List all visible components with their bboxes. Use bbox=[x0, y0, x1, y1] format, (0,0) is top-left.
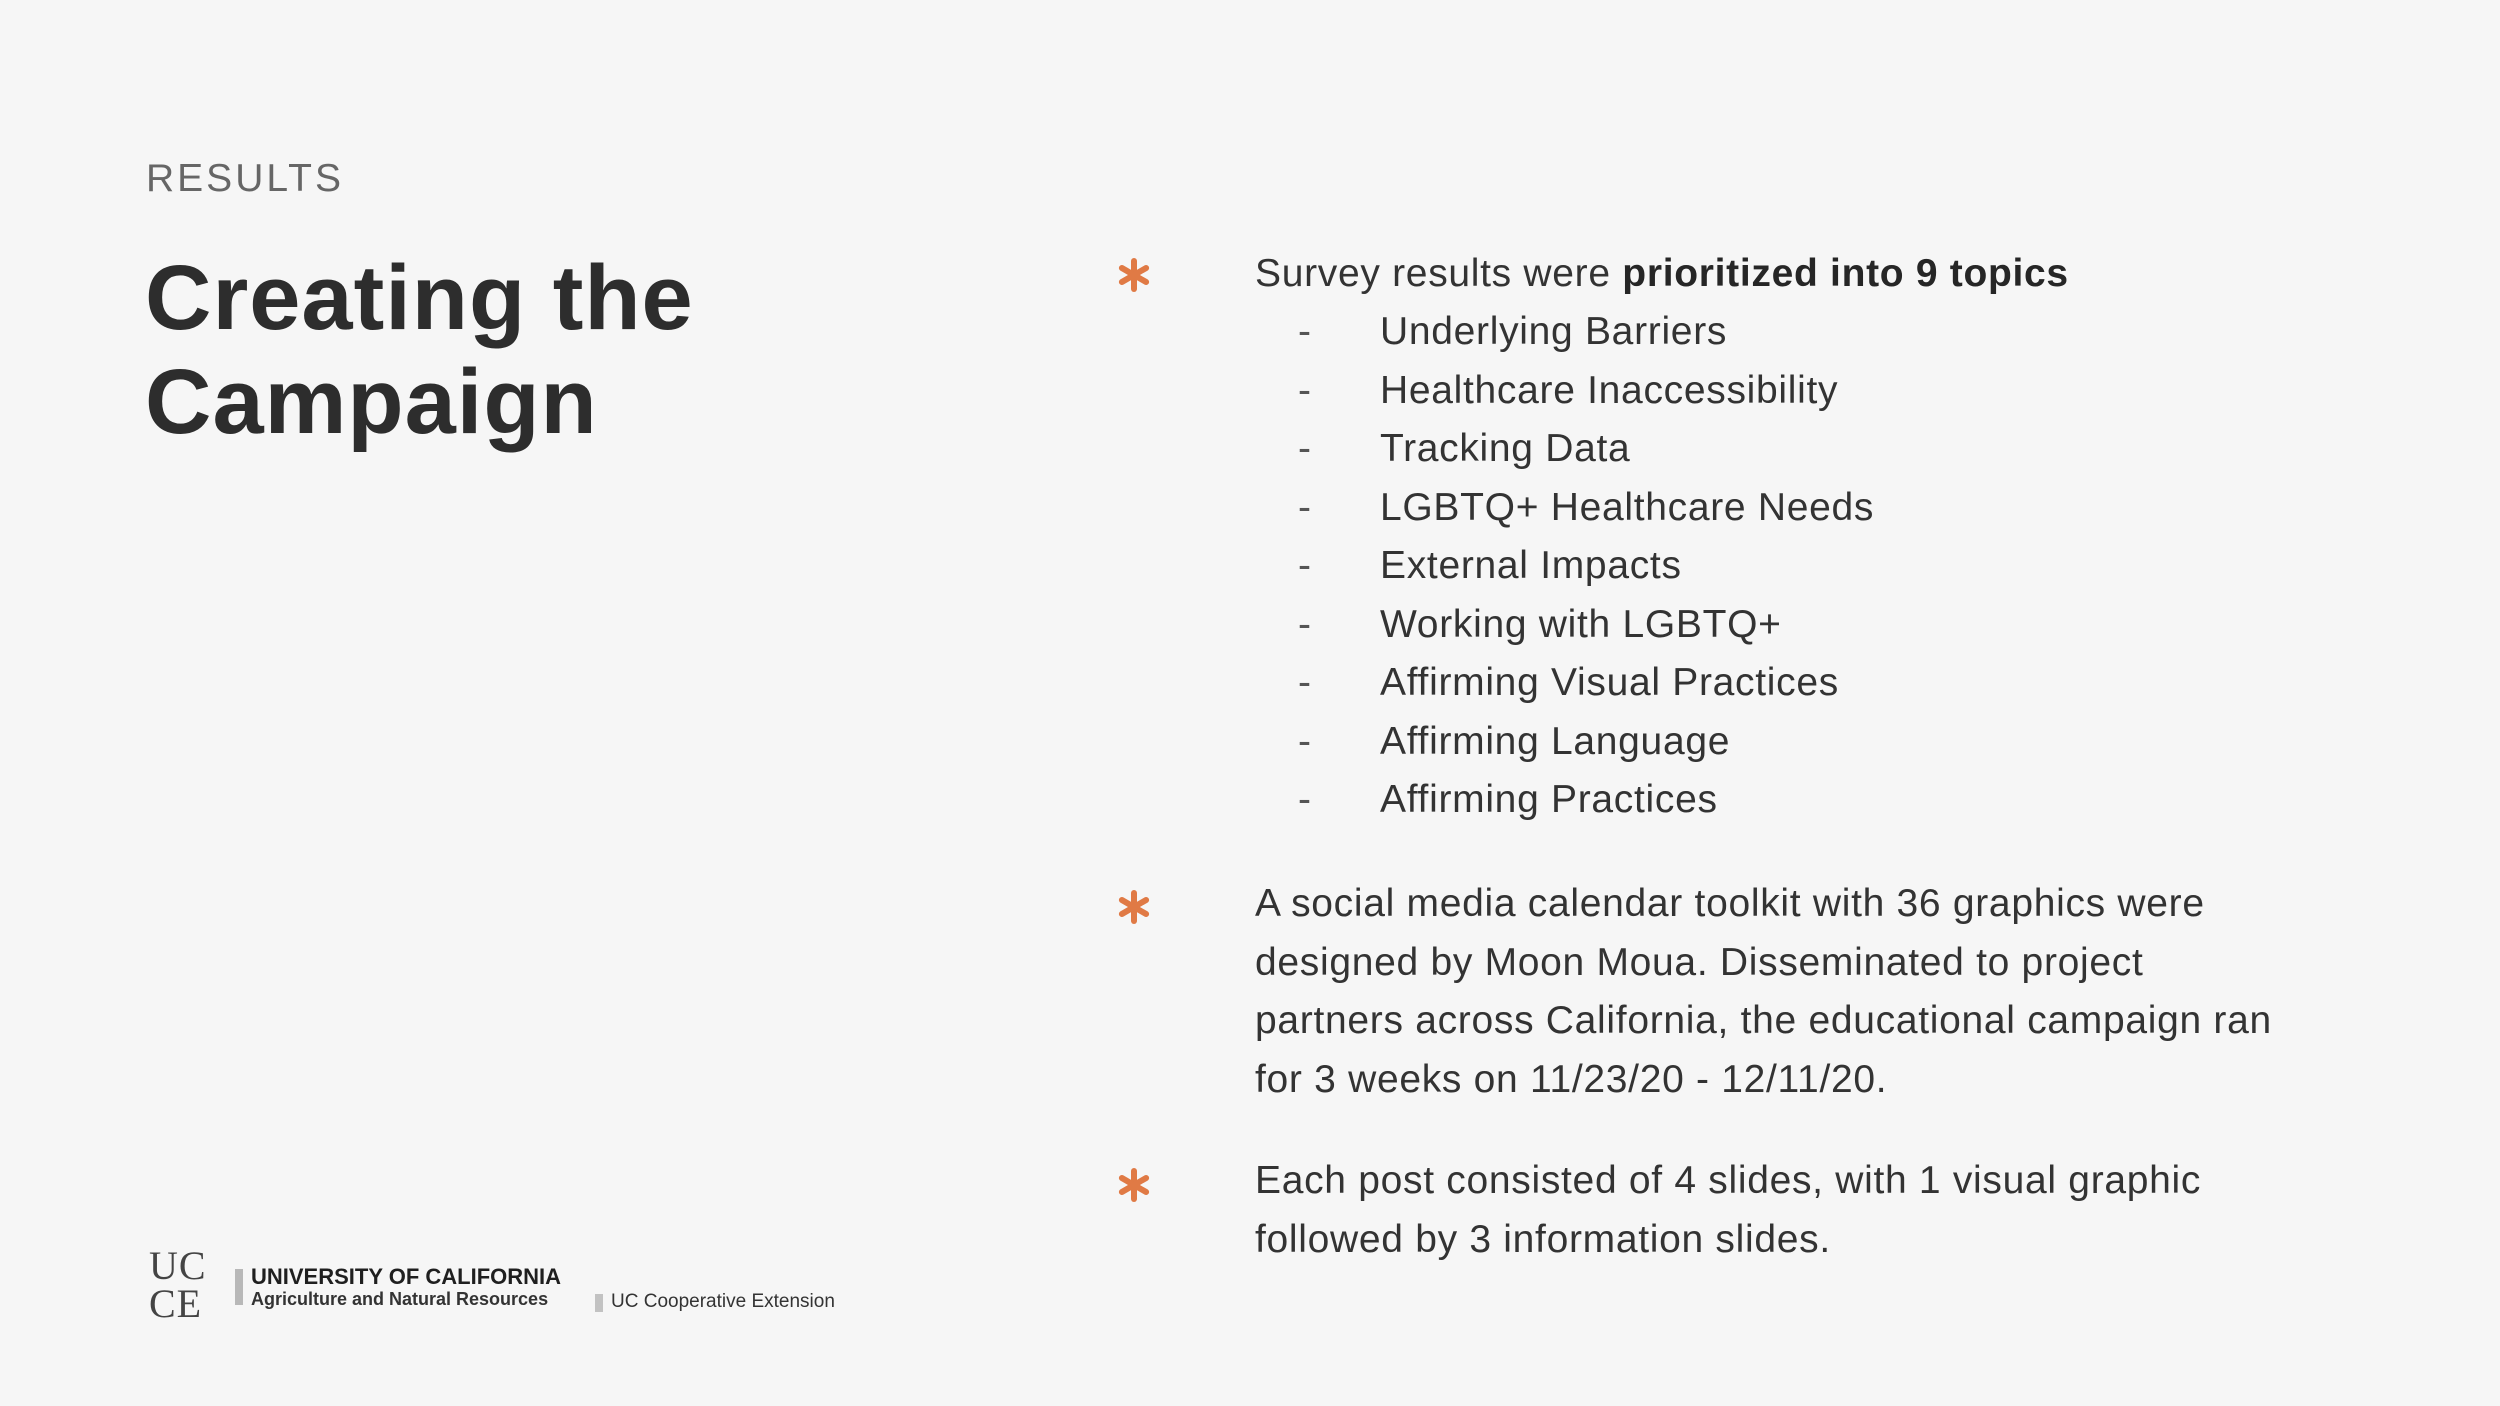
topic-label: Underlying Barriers bbox=[1380, 310, 1728, 353]
topic-label: Affirming Practices bbox=[1380, 778, 1718, 821]
bullet-survey-prefix: Survey results were bbox=[1255, 252, 1623, 295]
topic-label: LGBTQ+ Healthcare Needs bbox=[1380, 485, 1875, 529]
list-item bbox=[1298, 771, 1874, 830]
bullet-survey-topics bbox=[1255, 245, 2285, 304]
logo-extension: UC Cooperative Extension bbox=[611, 1291, 835, 1312]
dash-marker: - bbox=[1298, 602, 1312, 646]
list-item bbox=[1298, 654, 1874, 713]
page-title-line-1: Creating the bbox=[145, 247, 694, 349]
topic-label: Healthcare Inaccessibility bbox=[1380, 368, 1839, 412]
topic-label: Working with LGBTQ+ bbox=[1380, 602, 1782, 646]
logo-extension-divider bbox=[595, 1294, 603, 1312]
dash-marker: - bbox=[1298, 661, 1312, 704]
bullet-social-media-toolkit: A social media calendar toolkit with 36 graphics were designed by Moon Moua. Disseminated to project partners across California, the educational campaign ran for 3 weeks on 11/23/20 - 12/11/20. bbox=[1255, 882, 2272, 1101]
topic-list bbox=[1298, 303, 1874, 830]
bullet-survey-bold: prioritized into 9 topics bbox=[1622, 252, 2069, 295]
list-item bbox=[1298, 537, 1874, 596]
list-item bbox=[1298, 420, 1874, 479]
topic-label: Affirming Language bbox=[1380, 719, 1731, 763]
logo-division: Agriculture and Natural Resources bbox=[251, 1289, 549, 1309]
topic-label: Affirming Visual Practices bbox=[1380, 661, 1839, 704]
topic-label: External Impacts bbox=[1380, 544, 1682, 587]
logo-mark-top: UC bbox=[149, 1243, 207, 1288]
page-title bbox=[145, 246, 694, 454]
logo-university: UNIVERSITY OF CALIFORNIA bbox=[251, 1264, 562, 1289]
dash-marker: - bbox=[1298, 310, 1312, 353]
page-title-line-2: Campaign bbox=[145, 351, 598, 453]
topic-label: Tracking Data bbox=[1380, 427, 1631, 470]
asterisk-icon bbox=[1116, 889, 1152, 925]
ucce-logo-mark bbox=[149, 1243, 211, 1326]
dash-marker: - bbox=[1298, 778, 1312, 821]
dash-marker: - bbox=[1298, 368, 1312, 412]
list-item bbox=[1298, 362, 1874, 421]
dash-marker: - bbox=[1298, 719, 1312, 763]
list-item bbox=[1298, 479, 1874, 538]
asterisk-icon bbox=[1116, 1167, 1152, 1203]
list-item bbox=[1298, 303, 1874, 362]
logo-mark-bottom: CE bbox=[149, 1281, 203, 1326]
asterisk-icon bbox=[1116, 257, 1152, 293]
bullet-post-structure: Each post consisted of 4 slides, with 1 visual graphic followed by 3 information slides. bbox=[1255, 1159, 2202, 1261]
dash-marker: - bbox=[1298, 427, 1312, 470]
eyebrow-label: RESULTS bbox=[146, 157, 344, 200]
list-item bbox=[1298, 596, 1874, 655]
dash-marker: - bbox=[1298, 485, 1312, 529]
list-item bbox=[1298, 713, 1874, 772]
logo-divider bbox=[235, 1269, 243, 1305]
dash-marker: - bbox=[1298, 544, 1312, 587]
